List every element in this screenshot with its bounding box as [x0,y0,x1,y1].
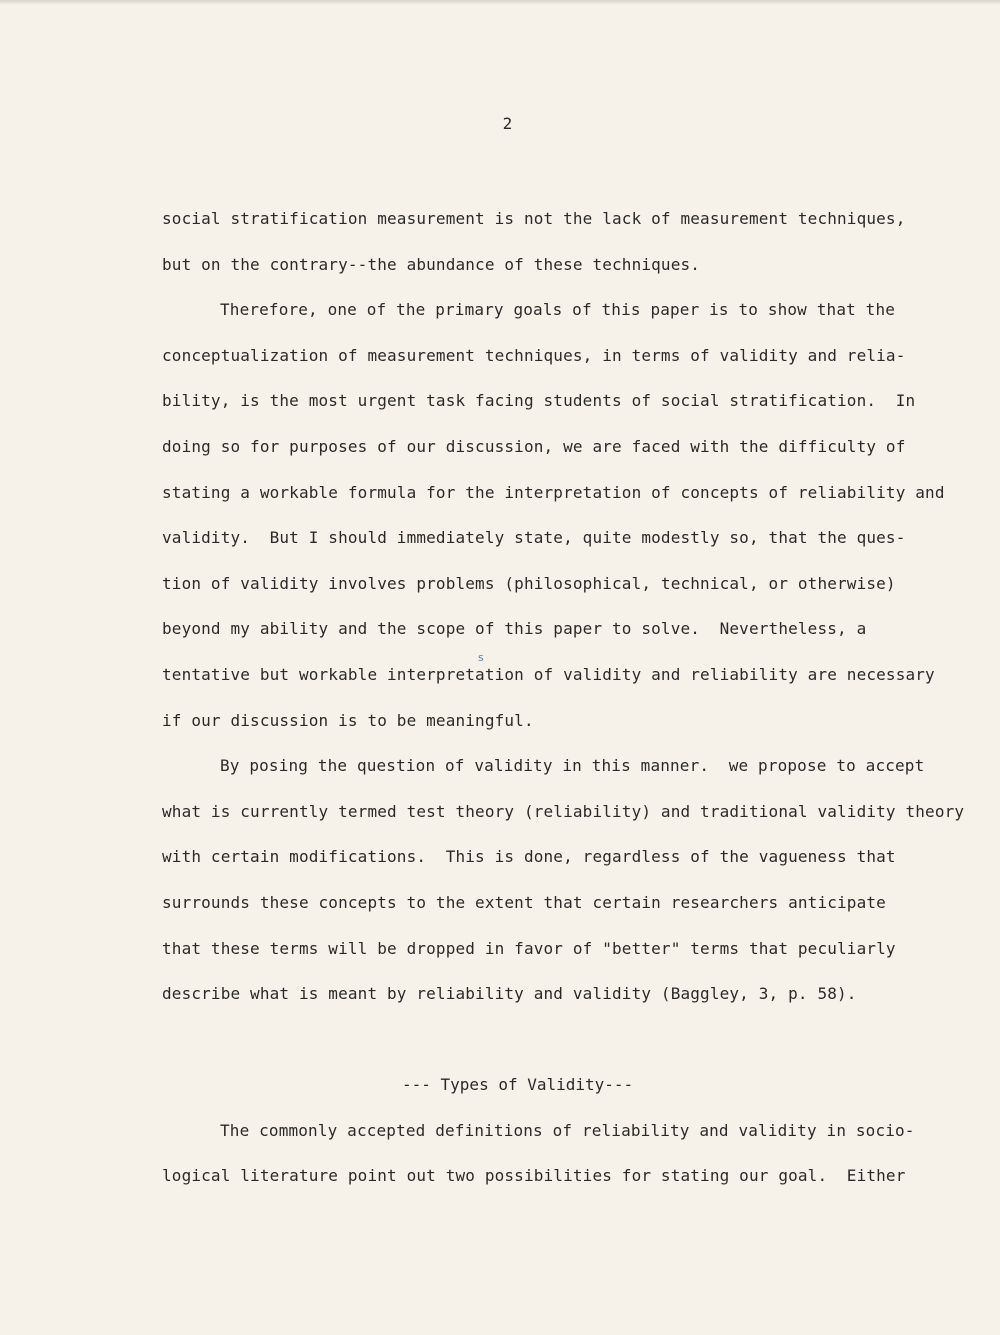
text-line: social stratification measurement is not the lack of measurement techniques, [162,209,906,228]
paragraph-start-line: By posing the question of validity in this manner. we propose to accept [220,756,925,776]
text-line: with certain modifications. This is done, regardless of the vagueness that [162,847,896,867]
scan-top-edge [0,0,1000,5]
blank-line [162,1024,917,1070]
text-line: bility, is the most urgent task facing students of social stratification. In [162,391,916,411]
line-text: tentative but workable interpretation of validity and reliability are necessary [162,664,935,684]
handwritten-insertion-mark: s [478,651,484,664]
text-line: tion of validity involves problems (philosophical, technical, or otherwise) [162,573,896,593]
text-line: logical literature point out two possibilities for stating our goal. Either [162,1166,906,1186]
text-line: but on the contrary--the abundance of these techniques. [162,254,701,274]
text-line: beyond my ability and the scope of this paper to solve. Nevertheless, a [162,619,867,639]
page-number: 2 [502,114,513,133]
text-line: describe what is meant by reliability and validity (Baggley, 3, p. 58). [162,984,857,1004]
text-line: validity. But I should immediately state, quite modestly so, that the ques- [162,528,906,548]
section-heading: --- Types of Validity--- [402,1075,634,1095]
text-line: stating a workable formula for the interpretation of concepts of reliability and [162,482,945,502]
text-line: doing so for purposes of our discussion, we are faced with the difficulty of [162,436,906,456]
text-line: conceptualization of measurement techniques, in terms of validity and relia- [162,345,906,365]
paragraph-start-line: The commonly accepted definitions of reliability and validity in socio- [220,1120,915,1140]
text-line: that these terms will be dropped in favor of "better" terms that peculiarly [162,938,896,958]
text-line: surrounds these concepts to the extent that certain researchers anticipate [162,892,886,912]
text-line: if our discussion is to be meaningful. [162,710,534,730]
paragraph-start-line: Therefore, one of the primary goals of this paper is to show that the [220,300,896,320]
body-text [162,203,965,1206]
text-line-with-insertion [162,659,935,705]
text-line: what is currently termed test theory (reliability) and traditional validity theory [162,801,965,821]
